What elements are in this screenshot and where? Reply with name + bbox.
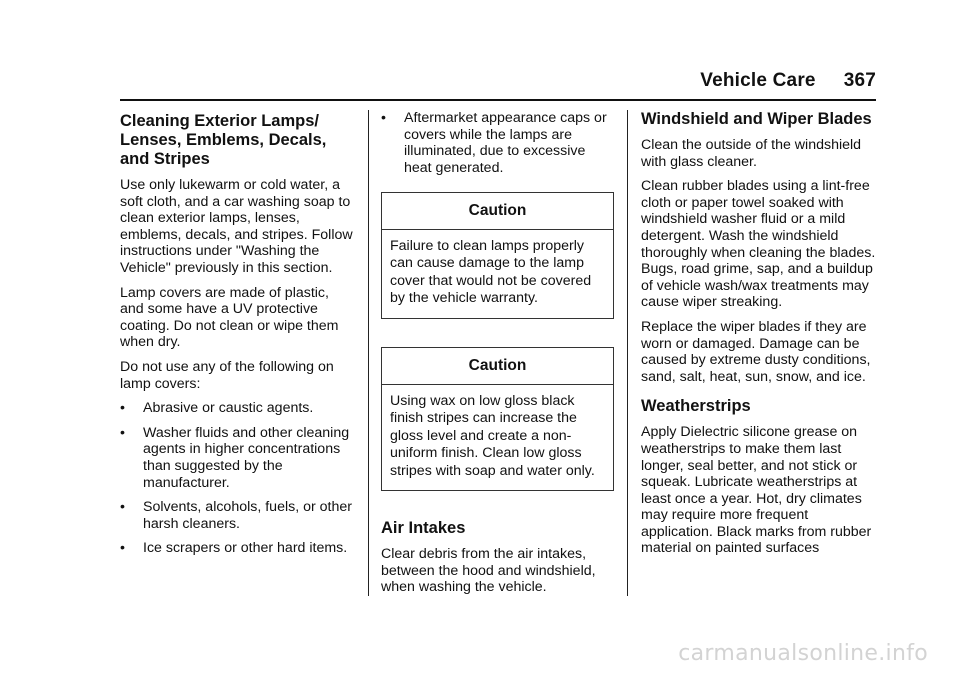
- list-item-text: Ice scrapers or other hard items.: [143, 540, 348, 557]
- section-title: Vehicle Care: [700, 70, 816, 91]
- bullet-symbol: •: [120, 499, 125, 516]
- caution-title: Caution: [382, 348, 613, 385]
- heading-weatherstrips: Weatherstrips: [641, 397, 751, 416]
- paragraph: Clean the outside of the windshield with glass cleaner.: [641, 137, 862, 170]
- caution-box: [381, 192, 614, 319]
- list-item: [120, 400, 356, 417]
- paragraph: Clean rubber blades using a lint-free cloth or paper towel soaked with windshield washer fluid or a mild detergent. Wash the windshield thoroughly when cleaning the blades. Bugs, road grime, sap, and a buildup of vehicle wash/wax treatments may cause wiper streaking.: [641, 178, 876, 311]
- list-item: [381, 110, 614, 176]
- bullet-symbol: •: [120, 424, 125, 441]
- list-item-text: Aftermarket appearance caps or covers while the lamps are illuminated, due to excessive heat generated.: [404, 110, 607, 176]
- caution-body: Using wax on low gloss black finish stripes can increase the gloss level and create a non-uniform finish. Clean low gloss stripes with soap and water only.: [390, 392, 595, 479]
- header-rule: [120, 99, 876, 101]
- column-divider: [627, 110, 628, 596]
- bullet-symbol: •: [120, 540, 125, 557]
- list-item: [120, 499, 356, 532]
- heading-windshield-wiper-blades: Windshield and Wiper Blades: [641, 110, 872, 128]
- list-item-text: Abrasive or caustic agents.: [143, 400, 314, 417]
- paragraph: Lamp covers are made of plastic, and some have a UV protective coating. Do not clean or wipe them when dry.: [120, 284, 339, 351]
- caution-title: Caution: [382, 193, 613, 230]
- page-header: [700, 70, 876, 92]
- column-3: [641, 110, 877, 565]
- watermark: carmanualsonline.info: [678, 641, 928, 666]
- bullet-symbol: •: [381, 110, 386, 126]
- list-item: [120, 425, 356, 491]
- list-item-text: Washer fluids and other cleaning agents in higher concentrations than suggested by the manufacturer.: [143, 424, 350, 491]
- paragraph: Clear debris from the air intakes, between the hood and windshield, when washing the vehicle.: [381, 546, 596, 596]
- paragraph: Apply Dielectric silicone grease on weatherstrips to make them last longer, seal better, and not stick or squeak. Lubricate weatherstrips at least once a year. Hot, dry climates may require more frequent application. Black marks from rubber material on painted surfaces: [641, 424, 872, 557]
- caution-box: [381, 347, 614, 491]
- paragraph: Do not use any of the following on lamp covers:: [120, 358, 334, 392]
- list-item-text: Solvents, alcohols, fuels, or other harsh cleaners.: [143, 499, 352, 532]
- caution-body: Failure to clean lamps properly can cause damage to the lamp cover that would not be covered by the vehicle warranty.: [390, 237, 592, 307]
- paragraph: Replace the wiper blades if they are worn or damaged. Damage can be caused by extreme dusty conditions, sand, salt, heat, sun, snow, and ice.: [641, 318, 871, 385]
- column-divider: [368, 110, 369, 596]
- page-number: 367: [843, 70, 876, 91]
- bullet-symbol: •: [120, 400, 125, 417]
- paragraph: Use only lukewarm or cold water, a soft cloth, and a car washing soap to clean exterior lamps, lenses, emblems, decals, and stripes. Follow instructions under "Washing the Vehicle" previously in this section.: [120, 177, 353, 276]
- column-2: [381, 110, 614, 604]
- list-item: [120, 540, 356, 557]
- column-1: [120, 110, 356, 565]
- heading-air-intakes: Air Intakes: [381, 519, 466, 538]
- heading-cleaning-exterior-lamps: Cleaning Exterior Lamps/ Lenses, Emblems, Decals, and Stripes: [120, 112, 327, 168]
